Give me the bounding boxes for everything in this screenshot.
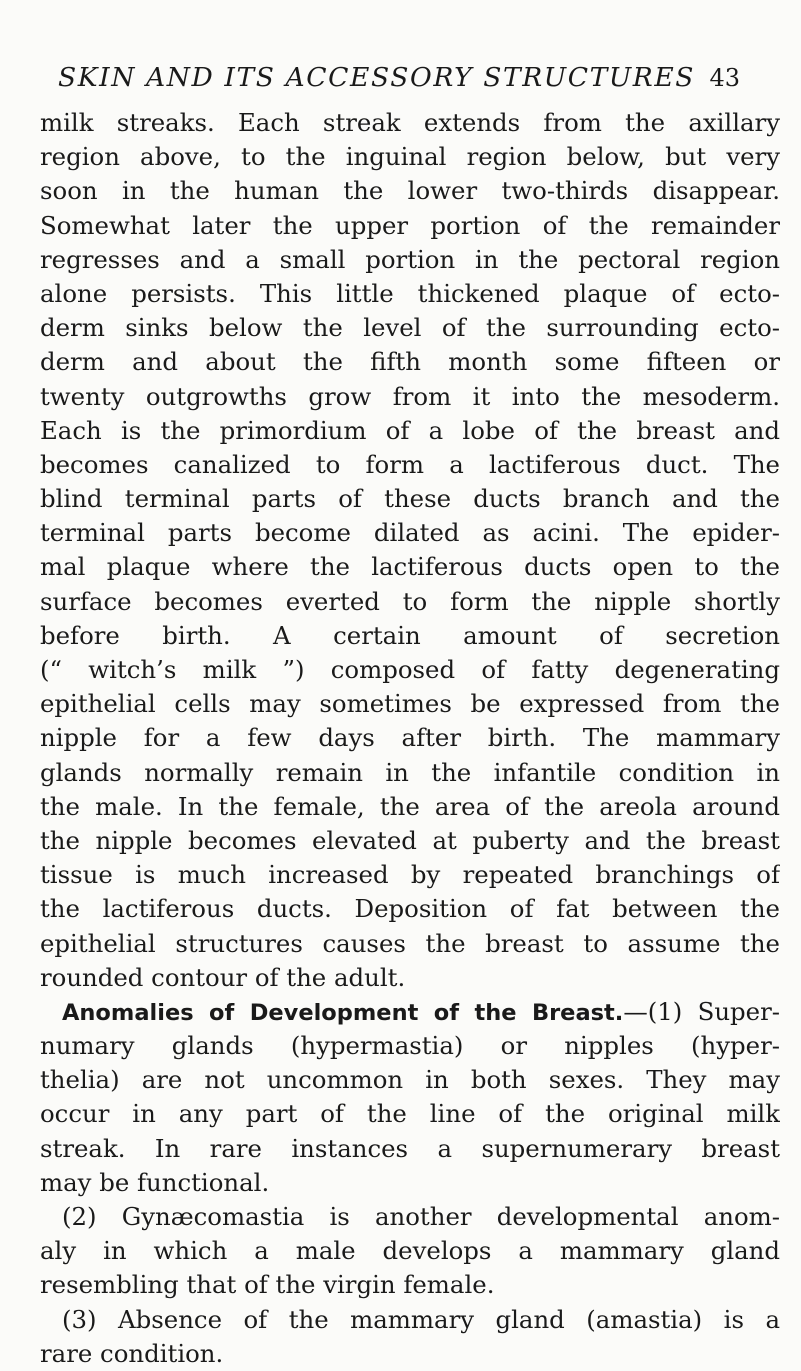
body-text bbox=[40, 106, 780, 1371]
text-line: regresses and a small portion in the pectoral region bbox=[40, 244, 780, 274]
text-line: milk streaks. Each streak extends from the axillary bbox=[40, 108, 780, 137]
text-line: region above, to the inguinal region below, but very bbox=[40, 142, 780, 172]
text-line: epithelial cells may sometimes be expressed from the bbox=[40, 689, 780, 719]
text-line: Somewhat later the upper portion of the remainder bbox=[40, 210, 780, 240]
text-line: rounded contour of the adult. bbox=[40, 962, 406, 992]
text-line: (3) Absence of the mammary gland (amastia) is a bbox=[62, 1304, 780, 1334]
paragraph-development bbox=[40, 106, 780, 995]
text-line: soon in the human the lower two-thirds disappear. bbox=[40, 176, 780, 206]
text-line: the nipple becomes elevated at puberty and the breast bbox=[40, 825, 780, 855]
text-line: thelia) are not uncommon in both sexes. They may bbox=[40, 1065, 780, 1095]
text-line: twenty outgrowths grow from it into the mesoderm. bbox=[40, 381, 780, 411]
text-line: glands normally remain in the infantile condition in bbox=[40, 757, 780, 787]
text-line: rare condition. bbox=[40, 1338, 224, 1368]
text-line: numary glands (hypermastia) or nipples (hyper- bbox=[40, 1031, 780, 1061]
text-line: before birth. A certain amount of secretion bbox=[40, 620, 780, 650]
paragraph-item-3 bbox=[40, 1303, 780, 1371]
text-line: terminal parts become dilated as acini. The epider- bbox=[40, 518, 780, 548]
text-line: blind terminal parts of these ducts branch and the bbox=[40, 484, 780, 514]
text-line: streak. In rare instances a supernumerary breast bbox=[40, 1133, 780, 1163]
text-line: epithelial structures causes the breast to assume the bbox=[40, 928, 780, 958]
text-line: alone persists. This little thickened plaque of ecto- bbox=[40, 278, 780, 308]
text-line: Each is the primordium of a lobe of the breast and bbox=[40, 415, 780, 445]
text-line: (2) Gynæcomastia is another developmental anom- bbox=[62, 1202, 780, 1231]
text-line: derm sinks below the level of the surrounding ecto- bbox=[40, 313, 780, 343]
text-line: derm and about the fifth month some fifteen or bbox=[40, 347, 780, 377]
anomalies-first-line bbox=[40, 995, 780, 1029]
text-line: (“ witch’s milk ”) composed of fatty degenerating bbox=[40, 655, 780, 684]
page-number: 43 bbox=[709, 64, 740, 92]
text-line: aly in which a male develops a mammary gland bbox=[40, 1236, 780, 1266]
text-line: may be functional. bbox=[40, 1167, 270, 1197]
text-line: occur in any part of the line of the original milk bbox=[40, 1099, 780, 1129]
text-fragment: —(1) Super- bbox=[623, 996, 780, 1026]
text-line: nipple for a few days after birth. The mammary bbox=[40, 723, 780, 753]
text-line: resembling that of the virgin female. bbox=[40, 1270, 495, 1300]
text-line: the lactiferous ducts. Deposition of fat between the bbox=[40, 894, 780, 924]
paragraph-anomalies bbox=[40, 995, 780, 1200]
running-header bbox=[58, 62, 740, 102]
text-line: mal plaque where the lactiferous ducts open to the bbox=[40, 552, 780, 582]
paragraph-item-2 bbox=[40, 1200, 780, 1303]
text-line: tissue is much increased by repeated branchings of bbox=[40, 860, 780, 890]
text-line: surface becomes everted to form the nipple shortly bbox=[40, 586, 780, 616]
text-line: the male. In the female, the area of the areola around bbox=[40, 791, 780, 821]
text-line: becomes canalized to form a lactiferous duct. The bbox=[40, 449, 780, 479]
running-title: SKIN AND ITS ACCESSORY STRUCTURES bbox=[58, 62, 696, 93]
section-heading: Anomalies of Development of the Breast. bbox=[62, 999, 624, 1026]
